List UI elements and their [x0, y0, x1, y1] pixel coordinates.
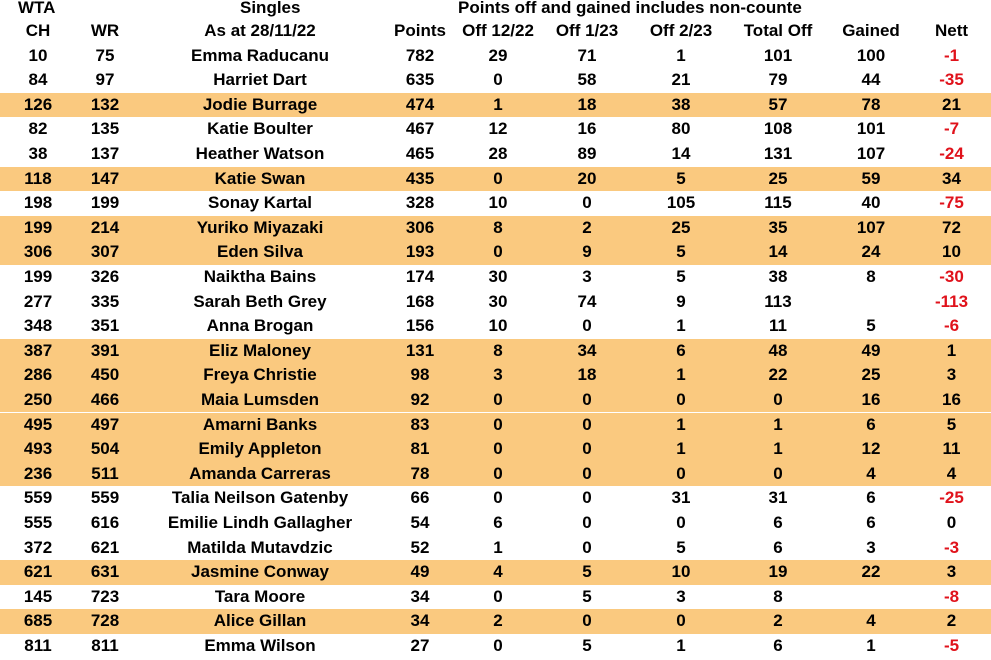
cell-gained: 12 [861, 439, 881, 459]
cell-points: 78 [410, 463, 430, 483]
cell-total-off: 2 [773, 611, 783, 631]
cell-player-name: Jodie Burrage [202, 94, 318, 114]
cell-off-12-22: 1 [493, 94, 503, 114]
cell-off-2-23: 31 [671, 488, 691, 508]
cell-points: 474 [405, 94, 435, 114]
table-row [0, 117, 991, 142]
cell-off-12-22: 4 [493, 562, 503, 582]
cell-points: 81 [410, 439, 430, 459]
cell-total-off: 8 [773, 586, 783, 606]
cell-nett: 11 [942, 439, 961, 459]
cell-points: 34 [410, 611, 430, 631]
cell-points: 27 [410, 635, 430, 655]
cell-off-12-22: 8 [493, 217, 503, 237]
cell-points: 54 [410, 512, 430, 532]
cell-off-2-23: 14 [671, 143, 691, 163]
cell-ch: 286 [23, 365, 53, 385]
cell-nett: 2 [946, 611, 957, 631]
cell-points: 168 [405, 291, 435, 311]
cell-off-2-23: 21 [671, 70, 691, 90]
cell-gained: 101 [856, 119, 886, 139]
cell-off-12-22: 0 [493, 635, 503, 655]
cell-off-1-23: 9 [582, 242, 592, 262]
cell-points: 782 [405, 45, 435, 65]
cell-ch: 277 [23, 291, 53, 311]
cell-off-12-22: 28 [488, 143, 508, 163]
cell-off-1-23: 18 [577, 94, 597, 114]
header-ch: CH [25, 21, 51, 40]
cell-wr: 326 [90, 266, 120, 286]
cell-total-off: 115 [764, 193, 792, 213]
cell-ch: 372 [23, 537, 53, 557]
cell-nett: -24 [939, 143, 964, 163]
cell-off-12-22: 0 [493, 463, 503, 483]
cell-ch: 559 [23, 488, 53, 508]
table-row [0, 634, 991, 659]
cell-player-name: Naiktha Bains [203, 266, 317, 286]
cell-off-2-23: 5 [676, 168, 686, 188]
cell-off-1-23: 5 [582, 635, 592, 655]
cell-total-off: 19 [768, 562, 788, 582]
table-row [0, 462, 991, 487]
cell-total-off: 101 [763, 45, 793, 65]
cell-ch: 10 [28, 45, 48, 65]
cell-total-off: 48 [768, 340, 788, 360]
cell-off-1-23: 0 [582, 463, 592, 483]
cell-points: 467 [405, 119, 435, 139]
cell-gained: 107 [856, 143, 886, 163]
cell-off-12-22: 0 [493, 488, 503, 508]
cell-off-1-23: 0 [582, 488, 592, 508]
cell-player-name: Amanda Carreras [189, 463, 331, 483]
cell-player-name: Heather Watson [195, 143, 325, 163]
cell-nett: -7 [943, 119, 960, 139]
cell-off-1-23: 0 [582, 611, 592, 631]
cell-ch: 685 [23, 611, 53, 631]
header-note: Points off and gained includes non-counte [458, 0, 802, 17]
cell-gained: 100 [856, 45, 886, 65]
cell-gained: 16 [861, 389, 881, 409]
cell-nett: 1 [946, 340, 957, 360]
cell-off-2-23: 5 [676, 242, 686, 262]
cell-nett: 34 [942, 168, 961, 188]
cell-off-12-22: 2 [493, 611, 503, 631]
cell-off-2-23: 1 [676, 316, 686, 336]
cell-points: 66 [410, 488, 430, 508]
cell-gained: 44 [861, 70, 881, 90]
cell-off-2-23: 80 [671, 119, 691, 139]
cell-gained: 5 [866, 316, 876, 336]
cell-nett: -3 [943, 537, 960, 557]
cell-points: 306 [405, 217, 435, 237]
table-row [0, 437, 991, 462]
cell-wr: 497 [90, 414, 120, 434]
table-row [0, 536, 991, 561]
cell-ch: 82 [28, 119, 48, 139]
cell-points: 49 [410, 562, 430, 582]
cell-off-1-23: 5 [582, 562, 592, 582]
cell-off-12-22: 3 [493, 365, 503, 385]
cell-gained [826, 585, 916, 610]
cell-wr: 97 [95, 70, 115, 90]
cell-wr: 559 [90, 488, 120, 508]
cell-wr: 199 [90, 193, 120, 213]
cell-total-off: 25 [768, 168, 788, 188]
header-gained: Gained [842, 21, 900, 40]
cell-total-off: 6 [773, 537, 783, 557]
cell-player-name: Matilda Mutavdzic [187, 537, 333, 557]
cell-gained: 49 [861, 340, 881, 360]
cell-gained: 22 [861, 562, 881, 582]
cell-ch: 555 [23, 512, 53, 532]
cell-off-2-23: 5 [676, 266, 686, 286]
cell-total-off: 0 [773, 389, 783, 409]
cell-ch: 387 [23, 340, 53, 360]
cell-off-2-23: 1 [676, 439, 686, 459]
cell-player-name: Alice Gillan [213, 611, 307, 631]
cell-wr: 135 [90, 119, 120, 139]
cell-nett: -8 [943, 586, 960, 606]
cell-gained: 78 [861, 94, 881, 114]
cell-points: 98 [410, 365, 430, 385]
table-row [0, 339, 991, 364]
cell-off-12-22: 29 [488, 45, 508, 65]
cell-off-1-23: 0 [582, 512, 592, 532]
cell-total-off: 57 [768, 94, 788, 114]
cell-off-1-23: 0 [582, 537, 592, 557]
cell-off-2-23: 0 [676, 512, 686, 532]
table-row [0, 240, 991, 265]
cell-off-1-23: 0 [582, 414, 592, 434]
cell-off-12-22: 0 [493, 414, 503, 434]
table-row [0, 142, 991, 167]
cell-gained: 107 [856, 217, 886, 237]
cell-off-2-23: 6 [676, 340, 686, 360]
cell-wr: 307 [90, 242, 120, 262]
cell-off-12-22: 8 [493, 340, 503, 360]
cell-gained: 25 [861, 365, 881, 385]
table-row [0, 44, 991, 69]
cell-total-off: 6 [773, 635, 783, 655]
cell-gained: 59 [861, 168, 881, 188]
cell-player-name: Emily Appleton [198, 439, 322, 459]
cell-off-2-23: 1 [676, 635, 686, 655]
cell-wr: 511 [91, 463, 119, 483]
cell-total-off: 35 [768, 217, 788, 237]
table-row [0, 191, 991, 216]
cell-off-2-23: 0 [676, 463, 686, 483]
cell-off-1-23: 0 [582, 389, 592, 409]
cell-ch: 811 [24, 635, 52, 655]
cell-total-off: 0 [773, 463, 783, 483]
cell-wr: 723 [90, 586, 120, 606]
cell-off-1-23: 2 [582, 217, 592, 237]
cell-off-1-23: 89 [577, 143, 597, 163]
cell-off-12-22: 0 [493, 439, 503, 459]
cell-wr: 351 [90, 316, 120, 336]
cell-nett: 3 [946, 365, 957, 385]
table-row [0, 314, 991, 339]
cell-player-name: Talia Neilson Gatenby [171, 488, 349, 508]
cell-ch: 199 [23, 266, 53, 286]
cell-wr: 728 [90, 611, 120, 631]
table-row [0, 585, 991, 610]
cell-off-2-23: 38 [671, 94, 691, 114]
cell-ch: 621 [23, 562, 53, 582]
cell-wr: 504 [90, 439, 120, 459]
cell-ch: 126 [23, 94, 53, 114]
cell-off-2-23: 1 [676, 45, 686, 65]
cell-nett: -75 [939, 193, 964, 213]
cell-gained: 8 [866, 266, 876, 286]
cell-points: 131 [405, 340, 435, 360]
cell-gained [826, 290, 916, 315]
cell-gained: 40 [861, 193, 881, 213]
header-nett: Nett [934, 21, 969, 40]
cell-player-name: Freya Christie [203, 365, 317, 385]
cell-player-name: Harriet Dart [213, 70, 307, 90]
cell-off-2-23: 0 [676, 389, 686, 409]
cell-nett: 5 [946, 414, 957, 434]
cell-ch: 250 [23, 389, 53, 409]
cell-ch: 236 [23, 463, 53, 483]
cell-off-1-23: 71 [577, 45, 597, 65]
cell-wr: 811 [91, 635, 119, 655]
cell-total-off: 11 [769, 316, 787, 336]
cell-off-12-22: 0 [493, 70, 503, 90]
cell-player-name: Anna Brogan [206, 316, 314, 336]
header-off-1-23: Off 1/23 [555, 21, 619, 40]
cell-off-12-22: 0 [493, 389, 503, 409]
cell-off-1-23: 0 [582, 316, 592, 336]
cell-total-off: 14 [768, 242, 788, 262]
cell-off-1-23: 34 [577, 340, 597, 360]
cell-off-12-22: 30 [488, 291, 508, 311]
cell-off-1-23: 0 [582, 193, 592, 213]
header-off-2-23: Off 2/23 [649, 21, 713, 40]
cell-gained: 3 [866, 537, 876, 557]
cell-off-2-23: 25 [671, 217, 691, 237]
header-singles: Singles [240, 0, 301, 17]
table-row [0, 265, 991, 290]
cell-off-1-23: 74 [577, 291, 597, 311]
cell-player-name: Eden Silva [217, 242, 303, 262]
cell-gained: 6 [866, 488, 876, 508]
cell-off-12-22: 10 [488, 193, 508, 213]
cell-off-12-22: 10 [488, 316, 508, 336]
cell-off-12-22: 0 [493, 586, 503, 606]
cell-wr: 621 [90, 537, 120, 557]
cell-points: 34 [410, 586, 430, 606]
cell-nett: 3 [946, 562, 957, 582]
header-total-off: Total Off [743, 21, 813, 40]
cell-off-12-22: 12 [488, 119, 508, 139]
cell-off-12-22: 30 [488, 266, 508, 286]
header-off-12-22: Off 12/22 [462, 21, 534, 40]
cell-off-12-22: 0 [493, 242, 503, 262]
table-row [0, 93, 991, 118]
cell-off-2-23: 10 [671, 562, 691, 582]
table-row [0, 609, 991, 634]
cell-points: 328 [405, 193, 435, 213]
cell-wr: 616 [90, 512, 120, 532]
cell-wr: 214 [90, 217, 120, 237]
cell-nett: -6 [943, 316, 960, 336]
cell-wr: 137 [90, 143, 120, 163]
cell-points: 174 [405, 266, 435, 286]
table-row [0, 216, 991, 241]
cell-points: 435 [405, 168, 435, 188]
cell-nett: -5 [943, 635, 960, 655]
cell-gained: 4 [866, 611, 876, 631]
cell-ch: 145 [23, 586, 53, 606]
cell-player-name: Emma Raducanu [191, 45, 329, 65]
cell-wr: 335 [90, 291, 120, 311]
cell-off-1-23: 3 [582, 266, 592, 286]
cell-total-off: 1 [773, 414, 783, 434]
cell-points: 465 [405, 143, 435, 163]
cell-total-off: 131 [763, 143, 793, 163]
cell-off-12-22: 0 [493, 168, 503, 188]
cell-player-name: Jasmine Conway [191, 562, 329, 582]
cell-off-2-23: 1 [676, 414, 686, 434]
table-row [0, 560, 991, 585]
cell-off-1-23: 16 [577, 119, 597, 139]
table-row [0, 511, 991, 536]
table-row [0, 68, 991, 93]
cell-ch: 84 [28, 70, 48, 90]
cell-off-2-23: 1 [676, 365, 686, 385]
cell-ch: 348 [23, 316, 53, 336]
cell-off-2-23: 105 [666, 193, 696, 213]
cell-nett: -25 [939, 488, 964, 508]
cell-total-off: 108 [763, 119, 793, 139]
cell-total-off: 31 [768, 488, 788, 508]
cell-points: 92 [410, 389, 430, 409]
cell-off-2-23: 0 [676, 611, 686, 631]
cell-nett: 4 [946, 463, 957, 483]
cell-off-1-23: 58 [577, 70, 597, 90]
cell-nett: 16 [942, 389, 961, 409]
cell-points: 83 [410, 414, 430, 434]
table-row [0, 486, 991, 511]
cell-wr: 391 [90, 340, 120, 360]
cell-player-name: Maia Lumsden [200, 389, 320, 409]
cell-nett: -35 [939, 70, 964, 90]
cell-player-name: Tara Moore [214, 586, 306, 606]
cell-player-name: Sonay Kartal [208, 193, 312, 213]
cell-gained: 1 [866, 635, 876, 655]
header-date: As at 28/11/22 [204, 21, 316, 40]
cell-wr: 450 [90, 365, 120, 385]
header-points: Points [394, 21, 446, 40]
cell-off-2-23: 5 [676, 537, 686, 557]
cell-wr: 631 [90, 562, 120, 582]
cell-nett: 72 [942, 217, 961, 237]
cell-nett: -1 [943, 45, 960, 65]
cell-off-1-23: 5 [582, 586, 592, 606]
cell-off-1-23: 18 [577, 365, 597, 385]
cell-player-name: Katie Swan [214, 168, 306, 188]
cell-wr: 466 [90, 389, 120, 409]
cell-player-name: Katie Boulter [207, 119, 313, 139]
cell-player-name: Eliz Maloney [208, 340, 312, 360]
cell-total-off: 38 [768, 266, 788, 286]
cell-nett: -30 [939, 266, 964, 286]
cell-off-2-23: 9 [676, 291, 686, 311]
cell-wr: 132 [90, 94, 120, 114]
cell-player-name: Emilie Lindh Gallagher [167, 512, 353, 532]
cell-player-name: Emma Wilson [204, 635, 316, 655]
cell-ch: 118 [24, 168, 52, 188]
cell-nett: 10 [942, 242, 961, 262]
table-row [0, 363, 991, 388]
cell-wr: 75 [95, 45, 115, 65]
cell-off-12-22: 1 [493, 537, 503, 557]
cell-total-off: 79 [768, 70, 788, 90]
cell-ch: 199 [23, 217, 53, 237]
cell-gained: 24 [861, 242, 881, 262]
cell-nett: 21 [942, 94, 961, 114]
table-row [0, 167, 991, 192]
cell-off-1-23: 20 [577, 168, 597, 188]
cell-gained: 6 [866, 414, 876, 434]
cell-points: 52 [410, 537, 430, 557]
cell-gained: 6 [866, 512, 876, 532]
cell-ch: 493 [23, 439, 53, 459]
cell-nett: 0 [946, 512, 957, 532]
cell-total-off: 1 [773, 439, 783, 459]
cell-player-name: Yuriko Miyazaki [196, 217, 324, 237]
cell-player-name: Amarni Banks [202, 414, 318, 434]
cell-wr: 147 [90, 168, 120, 188]
cell-points: 156 [405, 316, 435, 336]
cell-total-off: 22 [768, 365, 788, 385]
cell-off-12-22: 6 [493, 512, 503, 532]
cell-nett: -113 [934, 291, 969, 311]
cell-ch: 38 [28, 143, 48, 163]
cell-off-2-23: 3 [676, 586, 686, 606]
cell-points: 635 [405, 70, 435, 90]
cell-gained: 4 [866, 463, 876, 483]
table-row [0, 388, 991, 413]
table-row [0, 413, 991, 438]
cell-points: 193 [405, 242, 435, 262]
header-wta: WTA [18, 0, 56, 17]
cell-ch: 306 [23, 242, 53, 262]
cell-player-name: Sarah Beth Grey [193, 291, 327, 311]
cell-ch: 198 [23, 193, 53, 213]
cell-ch: 495 [23, 414, 53, 434]
cell-total-off: 113 [764, 291, 792, 311]
cell-off-1-23: 0 [582, 439, 592, 459]
cell-total-off: 6 [773, 512, 783, 532]
header-wr: WR [90, 21, 120, 40]
table-row [0, 290, 991, 315]
